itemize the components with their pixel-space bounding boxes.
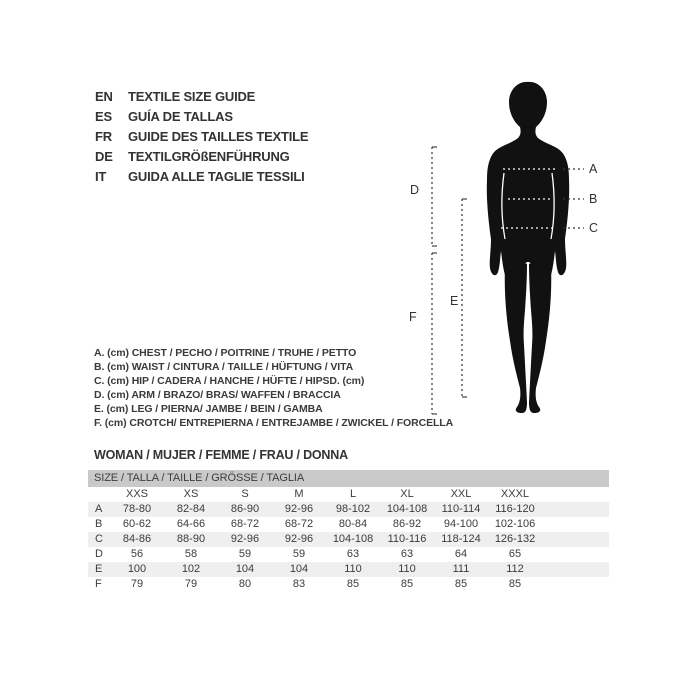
figure-label-crotch: F bbox=[409, 310, 417, 324]
language-code: DE bbox=[95, 149, 113, 164]
size-col-xxxl: XXXL bbox=[500, 488, 530, 500]
value-cell: 126-132 bbox=[494, 533, 536, 545]
table-row-f bbox=[88, 577, 609, 592]
value-cell: 110-114 bbox=[441, 503, 481, 515]
size-col-l: L bbox=[349, 488, 357, 500]
language-title: GUÍA DE TALLAS bbox=[128, 109, 233, 124]
language-code: EN bbox=[95, 89, 113, 104]
language-title: TEXTILE SIZE GUIDE bbox=[128, 89, 256, 104]
value-cell: 92-96 bbox=[284, 533, 314, 545]
measurement-legend bbox=[94, 346, 453, 430]
value-cell: 111 bbox=[452, 563, 470, 575]
language-row-de bbox=[95, 147, 308, 167]
measurement-arm: D. (cm) ARM / BRAZO/ BRAS/ WAFFEN / BRACCIA bbox=[94, 389, 341, 401]
silhouette-torso bbox=[487, 82, 569, 282]
size-col-xl: XL bbox=[400, 488, 414, 500]
spacer-cell bbox=[542, 502, 609, 517]
value-cell: 84-86 bbox=[122, 533, 152, 545]
measurement-waist: B. (cm) WAIST / CINTURA / TAILLE / HÜFTUNG / VITA bbox=[94, 361, 354, 373]
size-col-xxl: XXL bbox=[450, 488, 472, 500]
language-row-fr bbox=[95, 127, 308, 147]
value-cell: 60-62 bbox=[122, 518, 152, 530]
figure-label-waist: B bbox=[589, 192, 598, 206]
figure-label-hip: C bbox=[589, 221, 599, 235]
figure-label-arm: D bbox=[410, 183, 420, 197]
size-col-s: S bbox=[241, 488, 249, 500]
value-cell: 56 bbox=[130, 548, 144, 560]
language-title: GUIDA ALLE TAGLIE TESSILI bbox=[128, 169, 305, 184]
row-label: E bbox=[95, 563, 103, 575]
gender-line: WOMAN / MUJER / FEMME / FRAU / DONNA bbox=[94, 448, 348, 462]
woman-silhouette bbox=[487, 82, 569, 413]
spacer-cell bbox=[542, 487, 609, 502]
measurement-chest: A. (cm) CHEST / PECHO / POITRINE / TRUHE / PETTO bbox=[94, 347, 357, 359]
silhouette-right-leg bbox=[529, 263, 551, 413]
value-cell: 65 bbox=[508, 548, 522, 560]
value-cell: 86-90 bbox=[230, 503, 260, 515]
language-code: ES bbox=[95, 109, 112, 124]
table-row-e bbox=[88, 562, 609, 577]
value-cell: 88-90 bbox=[176, 533, 206, 545]
size-table bbox=[88, 470, 609, 592]
spacer-cell bbox=[542, 517, 609, 532]
figure-label-chest: A bbox=[589, 162, 598, 176]
value-cell: 112 bbox=[506, 563, 524, 575]
size-col-xxs: XXS bbox=[125, 488, 148, 500]
row-label: A bbox=[95, 503, 103, 515]
value-cell: 92-96 bbox=[230, 533, 260, 545]
spacer-cell bbox=[542, 532, 609, 547]
value-cell: 82-84 bbox=[176, 503, 206, 515]
measurement-crotch: F. (cm) CROTCH/ ENTREPIERNA / ENTREJAMBE / ZWICKEL / FORCELLA bbox=[94, 417, 454, 429]
value-cell: 104-108 bbox=[332, 533, 374, 545]
value-cell: 80-84 bbox=[338, 518, 368, 530]
size-table-header: SIZE / TALLA / TAILLE / GRÖSSE / TAGLIA bbox=[88, 470, 609, 487]
value-cell: 110-116 bbox=[387, 533, 427, 545]
size-col-xs: XS bbox=[183, 488, 199, 500]
value-cell: 59 bbox=[238, 548, 252, 560]
value-cell: 100 bbox=[127, 563, 147, 575]
value-cell: 79 bbox=[184, 578, 198, 590]
value-cell: 116-120 bbox=[495, 503, 535, 515]
value-cell: 68-72 bbox=[284, 518, 314, 530]
row-label: C bbox=[95, 533, 103, 545]
value-cell: 104 bbox=[235, 563, 255, 575]
value-cell: 94-100 bbox=[443, 518, 479, 530]
value-cell: 64 bbox=[454, 548, 468, 560]
value-cell: 110 bbox=[344, 563, 362, 575]
size-labels-row bbox=[88, 487, 609, 502]
language-row-it bbox=[95, 167, 308, 187]
value-cell: 59 bbox=[292, 548, 306, 560]
spacer-cell bbox=[542, 562, 609, 577]
value-cell: 64-66 bbox=[176, 518, 206, 530]
measurement-leg: E. (cm) LEG / PIERNA/ JAMBE / BEIN / GAMBA bbox=[94, 403, 323, 415]
measurement-hip: C. (cm) HIP / CADERA / HANCHE / HÜFTE / HIPSD. (cm) bbox=[94, 375, 365, 387]
value-cell: 85 bbox=[454, 578, 468, 590]
row-label: B bbox=[95, 518, 103, 530]
value-cell: 79 bbox=[130, 578, 144, 590]
row-label: D bbox=[95, 548, 103, 560]
value-cell: 102 bbox=[181, 563, 201, 575]
language-row-es bbox=[95, 107, 308, 127]
value-cell: 118-124 bbox=[441, 533, 481, 545]
table-row-a bbox=[88, 502, 609, 517]
row-label: F bbox=[95, 578, 102, 590]
value-cell: 80 bbox=[238, 578, 252, 590]
silhouette-left-leg bbox=[505, 263, 527, 413]
value-cell: 98-102 bbox=[335, 503, 371, 515]
value-cell: 63 bbox=[346, 548, 360, 560]
value-cell: 102-106 bbox=[494, 518, 536, 530]
language-code: FR bbox=[95, 129, 112, 144]
value-cell: 104 bbox=[289, 563, 309, 575]
value-cell: 58 bbox=[184, 548, 198, 560]
size-col-m: M bbox=[294, 488, 304, 500]
value-cell: 78-80 bbox=[122, 503, 152, 515]
value-cell: 110 bbox=[398, 563, 416, 575]
value-cell: 68-72 bbox=[230, 518, 260, 530]
value-cell: 104-108 bbox=[386, 503, 428, 515]
language-list bbox=[95, 87, 308, 187]
value-cell: 85 bbox=[400, 578, 414, 590]
value-cell: 85 bbox=[346, 578, 360, 590]
figure-label-leg: E bbox=[450, 294, 459, 308]
corner-cell bbox=[88, 487, 110, 502]
language-row-en bbox=[95, 87, 308, 107]
spacer-cell bbox=[542, 547, 609, 562]
language-title: TEXTILGRÖßENFÜHRUNG bbox=[128, 149, 290, 164]
value-cell: 85 bbox=[508, 578, 522, 590]
spacer-cell bbox=[542, 577, 609, 592]
value-cell: 83 bbox=[292, 578, 306, 590]
value-cell: 63 bbox=[400, 548, 414, 560]
table-row-d bbox=[88, 547, 609, 562]
value-cell: 86-92 bbox=[392, 518, 422, 530]
value-cell: 92-96 bbox=[284, 503, 314, 515]
table-row-b bbox=[88, 517, 609, 532]
language-title: GUIDE DES TAILLES TEXTILE bbox=[128, 129, 309, 144]
table-row-c bbox=[88, 532, 609, 547]
language-code: IT bbox=[95, 169, 107, 184]
